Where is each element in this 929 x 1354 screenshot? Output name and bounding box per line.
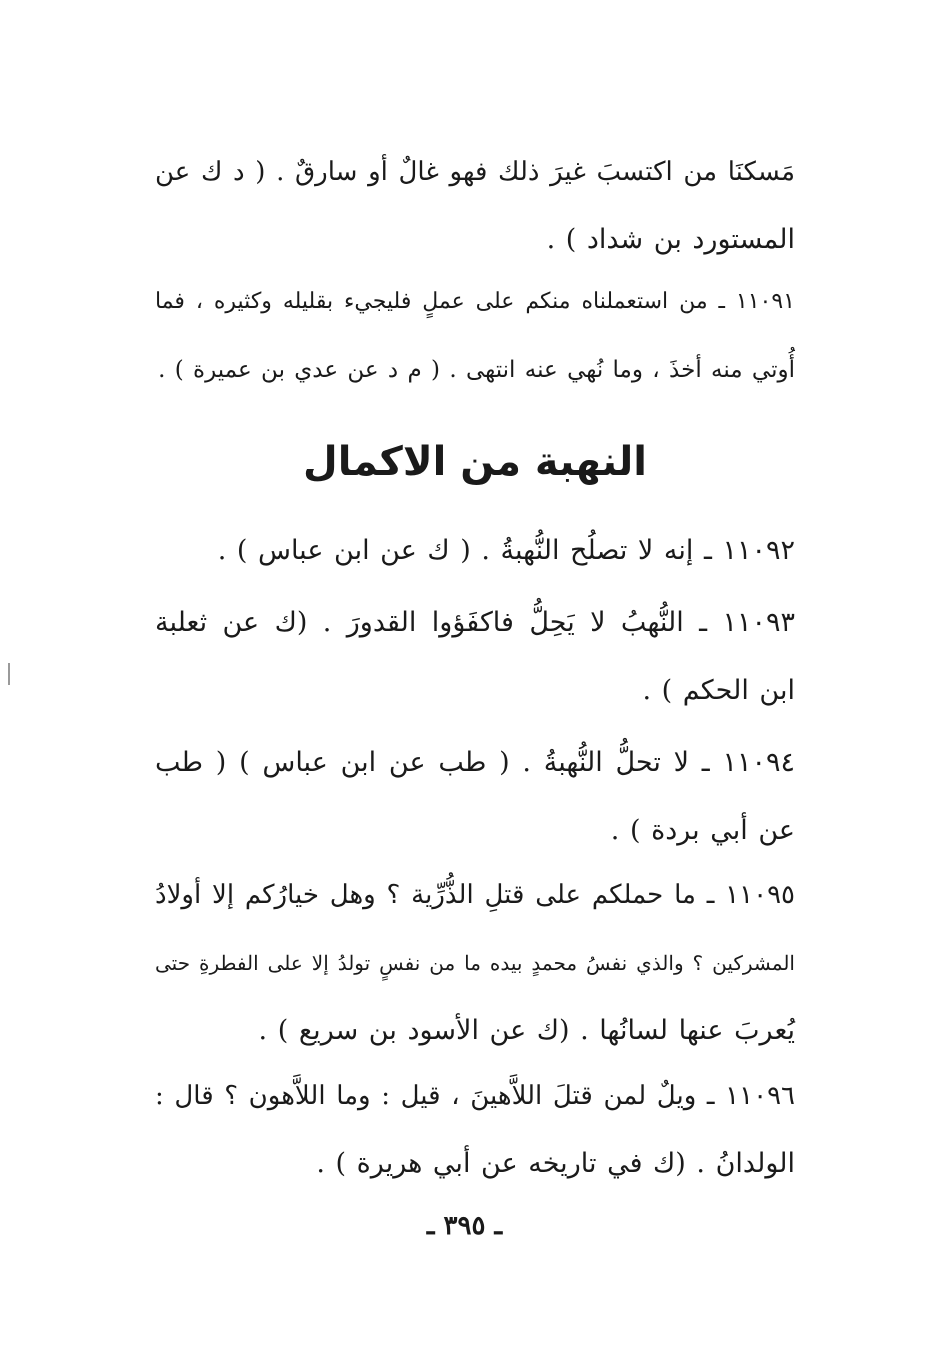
hadith-11091 [155,268,795,404]
text-line: ١١٠٩٣ ـ النُّهبُ لا يَحِلُّ فاكفَؤوا القدورَ . (ك عن ثعلبة [155,607,795,638]
text-line: المشركين ؟ والذي نفسُ محمدٍ بيده ما من نفسٍ تولدُ إلا على الفطرةِ حتى [155,951,795,975]
text-line: ١١٠٩٤ ـ لا تحلُّ النُّهبةُ . ( طب عن ابن عباس ) ( طب [155,747,795,778]
text-line: ١١٠٩٥ ـ ما حملكم على قتلِ الذُّرِّية ؟ وهل خيارُكم إلا أولادُ [155,880,795,910]
section-heading: النهبة من الاكمال [303,439,647,485]
hadith-11093 [155,589,795,725]
scan-margin-mark [8,663,10,685]
text-line: أُوتي منه أخذَ ، وما نُهي عنه انتهى . ( م د عن عدي بن عميرة ) . [158,357,795,383]
text-line: مَسكنَا من اكتسبَ غيرَ ذلك فهو غالٌ أو سارقٌ . ( د ك عن [155,157,796,187]
hadith-11092 [155,517,795,585]
hadith-11094 [155,729,795,865]
page-number: ـ ٣٩٥ ـ [426,1211,503,1241]
text-line: ١١٠٩١ ـ من استعملناه منكم على عملٍ فليجيء بقليله وكثيره ، فما [155,289,795,314]
text-line: ابن الحكم ) . [642,675,795,706]
hadith-11095 [155,861,795,1065]
text-line: يُعربَ عنها لسانُها . (ك عن الأسود بن سريع ) . [258,1015,795,1046]
paragraph-continuation [155,138,795,274]
text-line: الولدانُ . (ك في تاريخه عن أبي هريرة ) . [316,1148,795,1179]
text-line: ١١٠٩٢ ـ إنه لا تصلُح النُّهبةُ . ( ك عن ابن عباس ) . [217,535,795,566]
text-line: المستورد بن شداد ) . [546,224,795,255]
text-line: ١١٠٩٦ ـ ويلٌ لمن قتلَ اللاَّهينَ ، قيل : وما اللاَّهون ؟ قال : [155,1081,795,1111]
hadith-11096 [155,1062,795,1198]
text-line: عن أبي بردة ) . [610,815,795,846]
